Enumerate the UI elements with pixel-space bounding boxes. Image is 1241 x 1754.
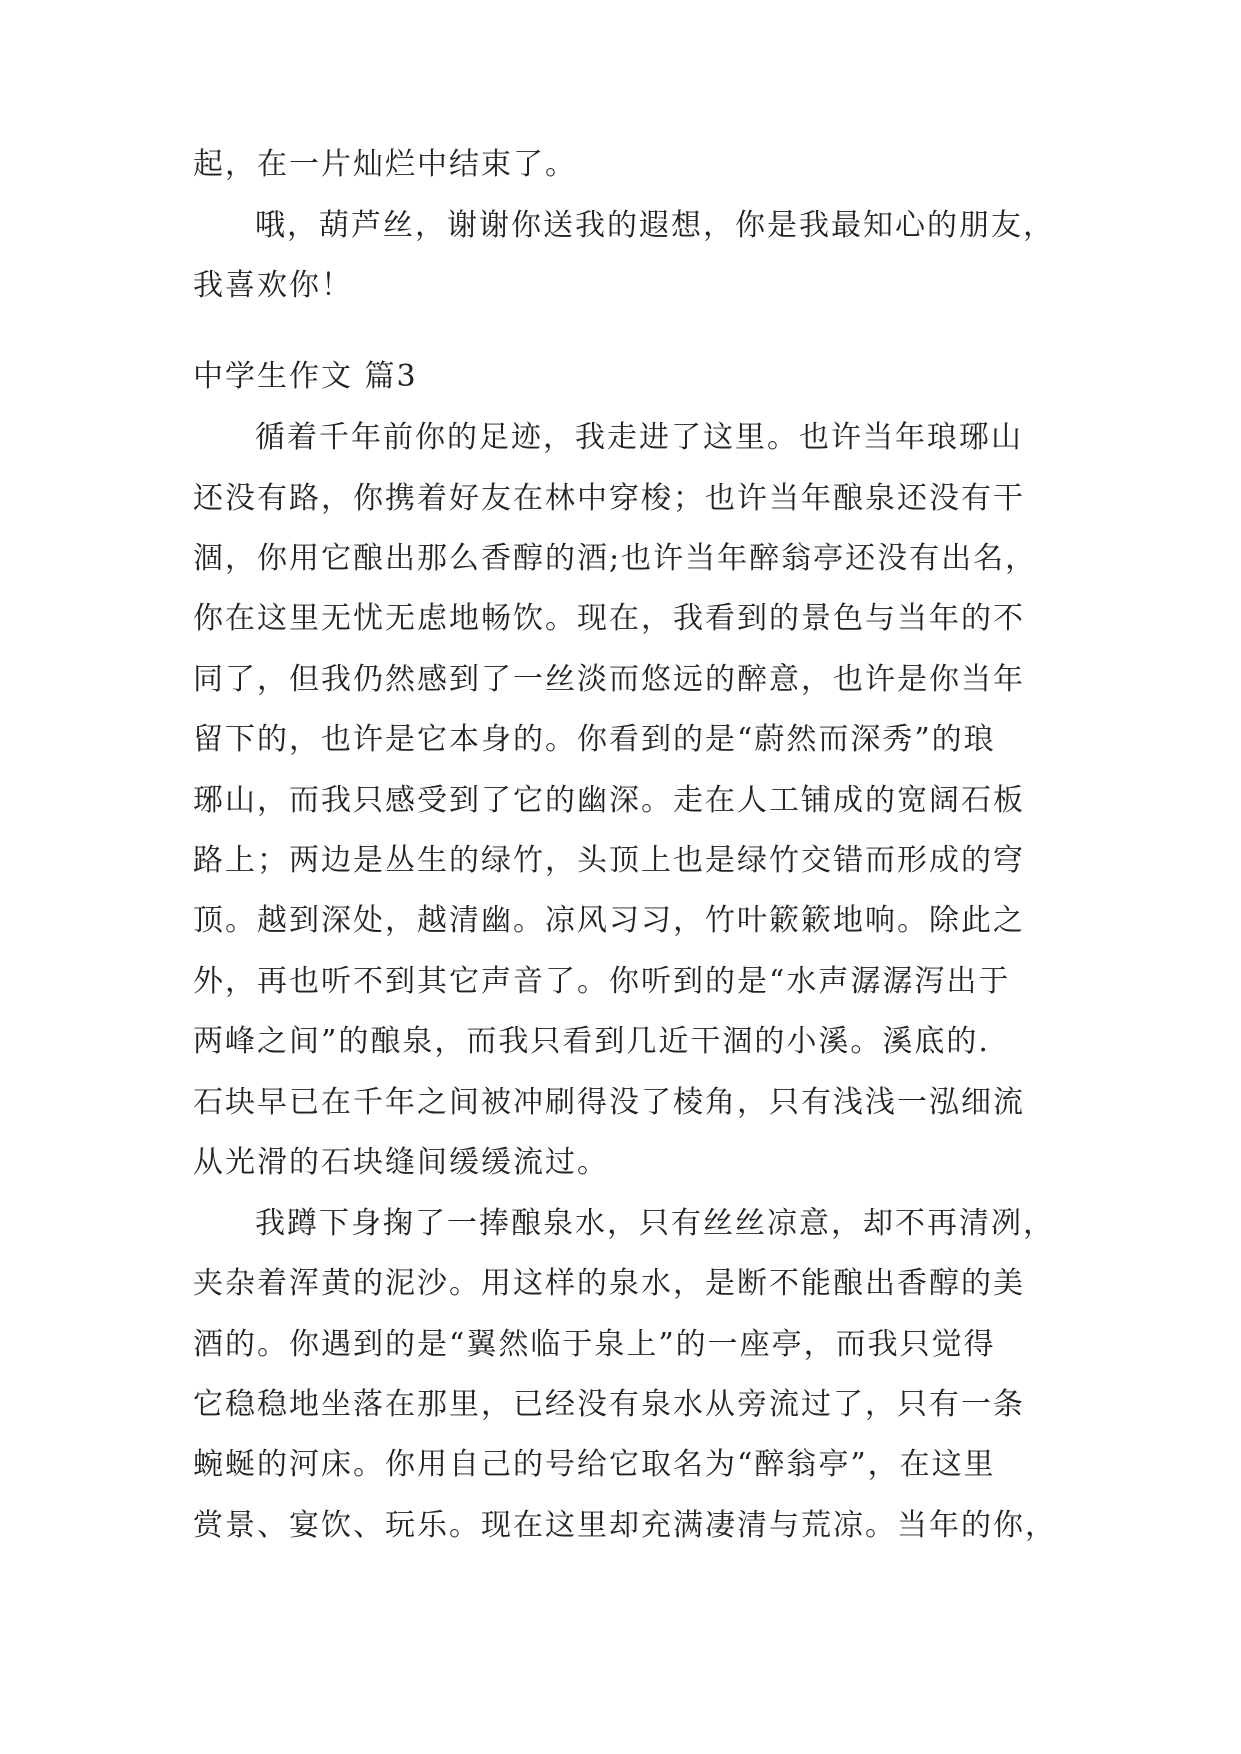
paragraph-start-line: 我蹲下身掬了一捧酿泉水，只有丝丝凉意，却不再清冽， xyxy=(255,1206,1055,1241)
paragraph-start-line: 循着千年前你的足迹，我走进了这里。也许当年琅琊山 xyxy=(255,420,1023,455)
text-line: 留下的，也许是它本身的。你看到的是“蔚然而深秀”的琅 xyxy=(193,722,996,757)
text-line: 酒的。你遇到的是“翼然临于泉上”的一座亭，而我只觉得 xyxy=(193,1327,996,1362)
text-line: 你在这里无忧无虑地畅饮。现在，我看到的景色与当年的不 xyxy=(193,601,1025,636)
text-line: 顶。越到深处，越清幽。凉风习习，竹叶簌簌地响。除此之 xyxy=(193,903,1025,938)
text-line: 路上；两边是丛生的绿竹，头顶上也是绿竹交错而形成的穹 xyxy=(193,843,1025,878)
text-line: 石块早已在千年之间被冲刷得没了棱角，只有浅浅一泓细流 xyxy=(193,1085,1025,1120)
text-line: 起，在一片灿烂中结束了。 xyxy=(193,147,577,182)
text-line: 还没有路，你携着好友在林中穿梭；也许当年酿泉还没有干 xyxy=(193,481,1025,516)
text-line: 两峰之间”的酿泉，而我只看到几近干涸的小溪。溪底的. xyxy=(193,1024,990,1059)
text-line: 赏景、宴饮、玩乐。现在这里却充满凄清与荒凉。当年的你， xyxy=(193,1508,1057,1543)
section-heading: 中学生作文 篇3 xyxy=(193,359,418,394)
text-line: 同了，但我仍然感到了一丝淡而悠远的醉意，也许是你当年 xyxy=(193,662,1025,697)
text-line: 夹杂着浑黄的泥沙。用这样的泉水，是断不能酿出香醇的美 xyxy=(193,1266,1025,1301)
text-line: 从光滑的石块缝间缓缓流过。 xyxy=(193,1145,609,1180)
text-line: 琊山，而我只感受到了它的幽深。走在人工铺成的宽阔石板 xyxy=(193,783,1025,818)
text-line: 涸，你用它酿出那么香醇的酒;也许当年醉翁亭还没有出名， xyxy=(193,541,1038,576)
text-line: 我喜欢你！ xyxy=(193,268,353,303)
text-line: 它稳稳地坐落在那里，已经没有泉水从旁流过了，只有一条 xyxy=(193,1387,1025,1422)
paragraph-start-line: 哦，葫芦丝，谢谢你送我的遐想，你是我最知心的朋友， xyxy=(255,208,1055,243)
text-line: 蜿蜒的河床。你用自己的号给它取名为“醉翁亭”，在这里 xyxy=(193,1447,996,1482)
text-line: 外，再也听不到其它声音了。你听到的是“水声潺潺泻出于 xyxy=(193,964,1011,999)
